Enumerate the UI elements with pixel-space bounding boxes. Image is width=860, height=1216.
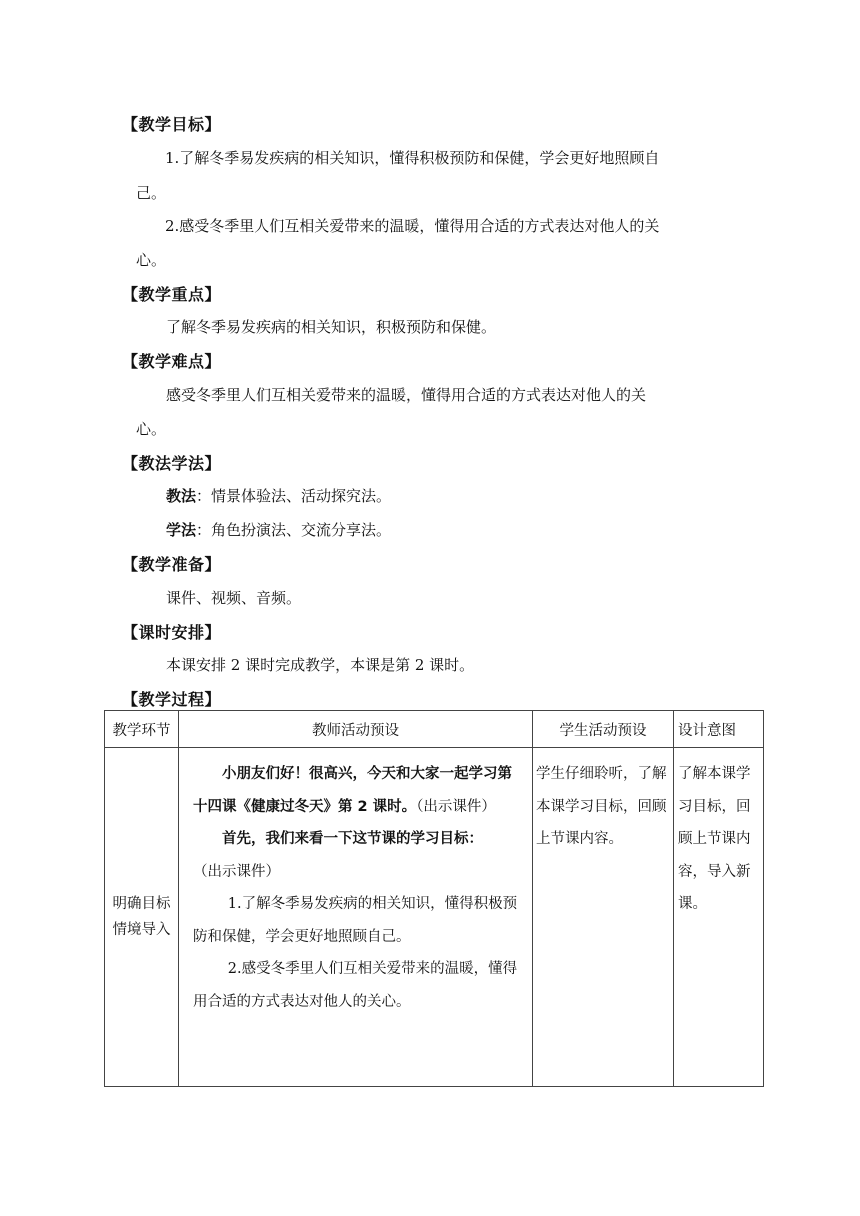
header-teacher-activity: 教师活动预设 — [179, 711, 533, 748]
header-stage: 教学环节 — [105, 711, 179, 748]
schedule-text: 本课安排 2 课时完成教学，本课是第 2 课时。 — [166, 656, 475, 674]
schedule-heading: 【课时安排】 — [122, 623, 222, 642]
learning-method-text: ：角色扮演法、交流分享法。 — [196, 521, 392, 539]
teacher-goal-intro: 首先，我们来看一下这节课的学习目标： — [222, 831, 483, 847]
teaching-process-table — [104, 710, 764, 1087]
learning-method-label: 学法 — [166, 521, 197, 539]
goal-item-2-line-1: 2.感受冬季里人们互相关爱带来的温暖，懂得用合适的方式表达对他人的关 — [165, 217, 660, 235]
teaching-method — [166, 485, 391, 506]
goal-item-1-line-1: 1.了解冬季易发疾病的相关知识，懂得积极预防和保健，学会更好地照顾自 — [165, 149, 660, 167]
learning-method — [166, 519, 391, 540]
preparation-heading: 【教学准备】 — [122, 555, 222, 574]
teacher-show-slides: （出示课件） — [193, 863, 280, 880]
preparation-text: 课件、视频、音频。 — [166, 589, 302, 607]
teacher-activity-cell — [179, 748, 533, 1087]
stage-line-2: 情境导入 — [112, 922, 171, 938]
teaching-method-text: ：情景体验法、活动探究法。 — [196, 487, 392, 505]
table-row — [105, 748, 764, 1087]
teacher-goal-1: 1.了解冬季易发疾病的相关知识，懂得积极预防和保健，学会更好地照顾自己。 — [193, 896, 518, 945]
header-design-intent: 设计意图 — [674, 711, 764, 748]
stage-cell — [105, 748, 179, 1087]
header-student-activity: 学生活动预设 — [533, 711, 674, 748]
stage-line-1: 明确目标 — [112, 896, 171, 912]
process-heading: 【教学过程】 — [122, 690, 222, 709]
teaching-method-label: 教法 — [166, 487, 197, 505]
table-header-row — [105, 711, 764, 748]
key-points-heading: 【教学重点】 — [122, 285, 222, 304]
key-points-text: 了解冬季易发疾病的相关知识，积极预防和保健。 — [166, 318, 497, 336]
difficulties-line-2: 心。 — [136, 420, 167, 438]
teacher-greeting: 小朋友们好！很高兴，今天和大家一起学习第十四课《健康过冬天》第 2 课时。（出示课件） — [193, 766, 512, 815]
difficulties-line-1: 感受冬季里人们互相关爱带来的温暖，懂得用合适的方式表达对他人的关 — [166, 386, 647, 404]
goal-item-1-line-2: 己。 — [136, 184, 167, 202]
difficulties-heading: 【教学难点】 — [122, 352, 222, 371]
teacher-goal-2: 2.感受冬季里人们互相关爱带来的温暖，懂得用合适的方式表达对他人的关心。 — [193, 961, 518, 1010]
student-activity-cell: 学生仔细聆听，了解本课学习目标，回顾上节课内容。 — [533, 748, 674, 1087]
design-intent-cell: 了解本课学习目标，回顾上节课内容，导入新课。 — [674, 748, 764, 1087]
methods-heading: 【教法学法】 — [122, 454, 222, 473]
goals-heading: 【教学目标】 — [122, 115, 222, 134]
goal-item-2-line-2: 心。 — [136, 251, 167, 269]
